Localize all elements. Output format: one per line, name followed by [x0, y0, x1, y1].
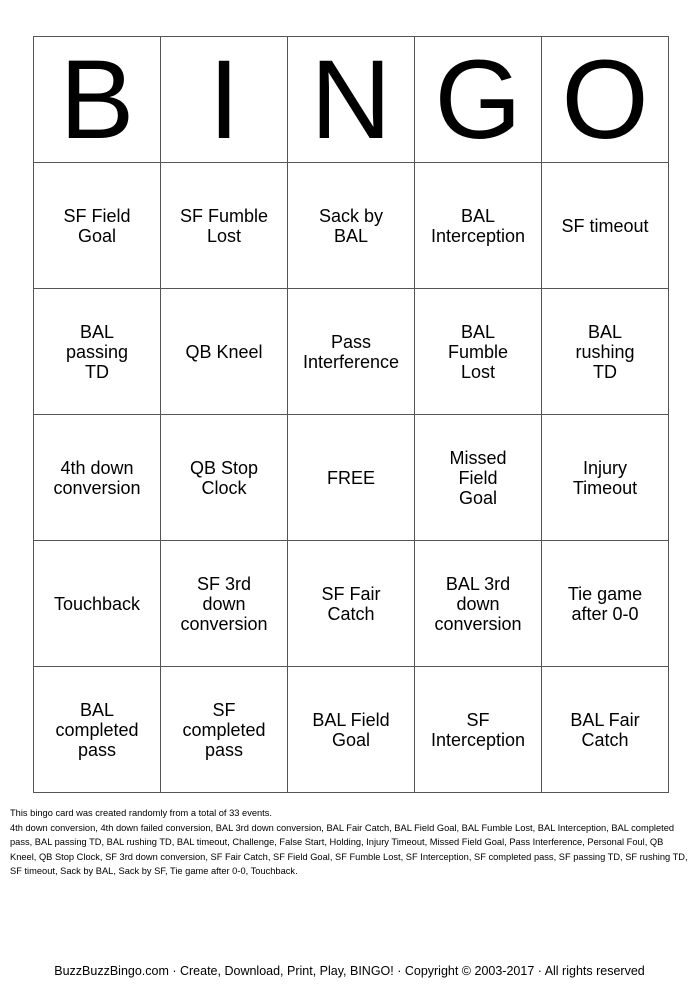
bingo-cell: QB Stop Clock: [161, 415, 288, 541]
bingo-cell: SF Fumble Lost: [161, 163, 288, 289]
header-letter: O: [542, 37, 669, 163]
bingo-cell: BAL rushing TD: [542, 289, 669, 415]
bingo-cell: SF Fair Catch: [288, 541, 415, 667]
header-letter: G: [415, 37, 542, 163]
header-row: [34, 37, 669, 163]
bingo-cell: BAL completed pass: [34, 667, 161, 793]
header-letter: B: [34, 37, 161, 163]
bingo-cell: BAL passing TD: [34, 289, 161, 415]
bingo-cell: FREE: [288, 415, 415, 541]
bingo-cell: Tie game after 0-0: [542, 541, 669, 667]
bingo-card: [33, 36, 669, 793]
bingo-cell: QB Kneel: [161, 289, 288, 415]
bingo-cell: BAL Interception: [415, 163, 542, 289]
bingo-cell: SF Interception: [415, 667, 542, 793]
bingo-cell: SF 3rd down conversion: [161, 541, 288, 667]
events-list: 4th down conversion, 4th down failed conversion, BAL 3rd down conversion, BAL Fair Catch, BAL Field Goal, BAL Fumble Lost, BAL Interception, BAL completed pass, BAL passing TD, BAL rushing TD, BAL timeout, Challenge, False Start, Holding, Injury Timeout, Missed Field Goal, Pass Interference, Personal Foul, QB Kneel, QB Stop Clock, SF 3rd down conversion, SF Fair Catch, SF Field Goal, SF Fumble Lost, SF Interception, SF completed pass, SF passing TD, SF rushing TD, SF timeout, Sack by BAL, Sack by SF, Tie game after 0-0, Touchback.: [10, 822, 688, 877]
card-row: [34, 667, 669, 793]
bingo-cell: Touchback: [34, 541, 161, 667]
footer: BuzzBuzzBingo.com · Create, Download, Print, Play, BINGO! · Copyright © 2003-2017 · All rights reserved: [54, 964, 645, 978]
bingo-cell: BAL Fair Catch: [542, 667, 669, 793]
card-row: [34, 163, 669, 289]
header-letter: N: [288, 37, 415, 163]
card-row: [34, 289, 669, 415]
card-info: [10, 806, 690, 879]
info-line: This bingo card was created randomly from a total of 33 events.: [10, 808, 272, 818]
bingo-cell: Sack by BAL: [288, 163, 415, 289]
bingo-cell: Pass Interference: [288, 289, 415, 415]
bingo-cell: Injury Timeout: [542, 415, 669, 541]
bingo-cell: BAL 3rd down conversion: [415, 541, 542, 667]
bingo-cell: 4th down conversion: [34, 415, 161, 541]
bingo-cell: BAL Field Goal: [288, 667, 415, 793]
bingo-cell: Missed Field Goal: [415, 415, 542, 541]
bingo-cell: SF Field Goal: [34, 163, 161, 289]
header-letter: I: [161, 37, 288, 163]
bingo-cell: BAL Fumble Lost: [415, 289, 542, 415]
bingo-cell: SF completed pass: [161, 667, 288, 793]
bingo-cell: SF timeout: [542, 163, 669, 289]
card-row: [34, 541, 669, 667]
card-row: [34, 415, 669, 541]
